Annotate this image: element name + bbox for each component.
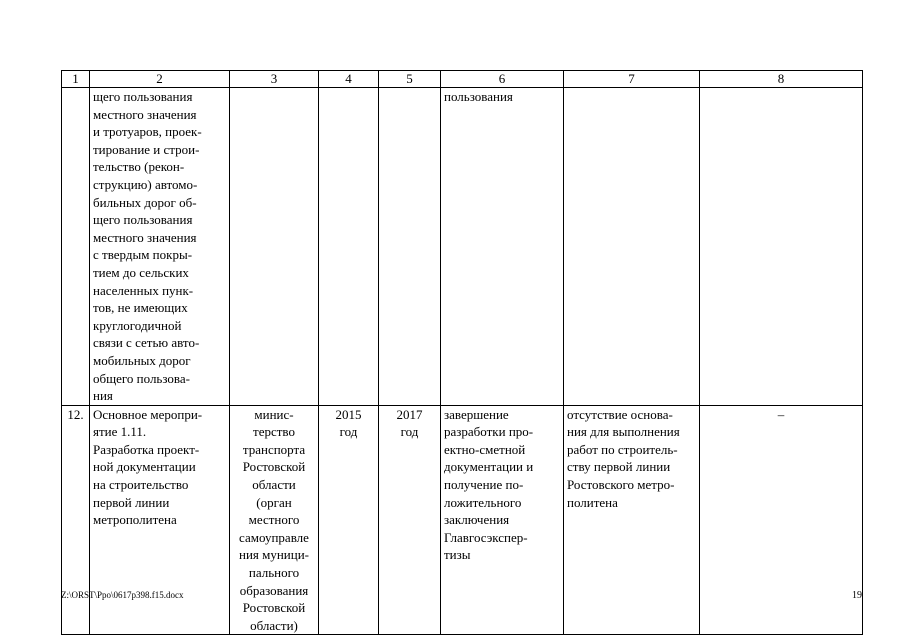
consequences-cell bbox=[564, 88, 700, 406]
cell-text-line: заключения bbox=[444, 512, 510, 528]
cell-text-line: ния bbox=[93, 388, 113, 404]
cell-text-line: области) bbox=[250, 617, 298, 633]
cell-text-line: тизы bbox=[444, 547, 471, 563]
cell-text-line: щего пользования bbox=[93, 212, 193, 228]
start-year-cell bbox=[319, 88, 379, 406]
cell-text-line: год bbox=[400, 424, 419, 440]
cell-text-line: связи с сетью авто- bbox=[93, 335, 200, 351]
consequences-cell bbox=[564, 405, 700, 635]
cell-text-line: Ростовской bbox=[242, 459, 306, 475]
cell-text-line: завершение bbox=[444, 406, 509, 422]
cell-text-line: получение по- bbox=[444, 477, 524, 493]
column-header: 3 bbox=[230, 71, 319, 88]
cell-text-line: ложительного bbox=[444, 494, 522, 510]
cell-text-line: образования bbox=[239, 582, 309, 598]
cell-text-line: транспорта bbox=[242, 441, 306, 457]
cell-text-line: пользования bbox=[444, 89, 513, 104]
cell-text-line: пального bbox=[248, 565, 300, 581]
cell-text-line: мобильных дорог bbox=[93, 352, 191, 368]
end-year-cell bbox=[379, 405, 441, 635]
connection-cell: – bbox=[700, 405, 863, 635]
page-number: 19 bbox=[852, 590, 862, 601]
table-header-row bbox=[62, 71, 863, 88]
cell-text-line: (орган bbox=[256, 494, 292, 510]
cell-text-line: документации и bbox=[444, 459, 534, 475]
cell-text-line: местного значения bbox=[93, 229, 197, 245]
cell-text-line: тием до сельских bbox=[93, 264, 189, 280]
start-year-cell bbox=[319, 405, 379, 635]
measure-name-cell bbox=[90, 405, 230, 635]
cell-text-line: Основное меропри- bbox=[93, 406, 203, 422]
cell-text-line: Ростовской bbox=[242, 600, 306, 616]
cell-text-line: ектно-сметной bbox=[444, 441, 526, 457]
column-header: 5 bbox=[379, 71, 441, 88]
row-number-cell: 12. bbox=[62, 405, 90, 635]
cell-text-line: и тротуаров, проек- bbox=[93, 124, 202, 140]
document-table bbox=[61, 70, 863, 635]
cell-text-line: ятие 1.11. bbox=[93, 424, 147, 440]
cell-text-line: первой линии bbox=[93, 494, 170, 510]
cell-text-line: минис- bbox=[254, 406, 294, 422]
cell-text-line: тов, не имеющих bbox=[93, 300, 188, 316]
expected-result-cell bbox=[441, 88, 564, 406]
cell-text-line: 2017 bbox=[396, 406, 423, 422]
cell-text-line: местного bbox=[248, 512, 300, 528]
executor-cell bbox=[230, 405, 319, 635]
cell-text-line: общего пользова- bbox=[93, 370, 190, 386]
cell-text-line: ния муници- bbox=[238, 547, 310, 563]
cell-text-line: с твердым покры- bbox=[93, 247, 193, 263]
column-header: 1 bbox=[62, 71, 90, 88]
table-row bbox=[62, 88, 863, 406]
cell-text-line: 2015 bbox=[335, 406, 362, 422]
cell-text-line: разработки про- bbox=[444, 424, 534, 440]
cell-text-line: струкцию) автомо- bbox=[93, 176, 198, 192]
executor-cell bbox=[230, 88, 319, 406]
table-row bbox=[62, 405, 863, 635]
cell-text-line: на строительство bbox=[93, 477, 189, 493]
cell-text-line: год bbox=[339, 424, 358, 440]
cell-text-line: самоуправле bbox=[239, 529, 309, 545]
cell-text-line: ству первой линии bbox=[567, 459, 671, 475]
cell-text-line: области bbox=[252, 477, 296, 493]
cell-text-line: работ по строитель- bbox=[567, 441, 678, 457]
cell-text-line: бильных дорог об- bbox=[93, 194, 197, 210]
cell-text-line: метрополитена bbox=[93, 512, 177, 528]
connection-cell bbox=[700, 88, 863, 406]
cell-text-line: ния для выполнения bbox=[567, 424, 680, 440]
column-header: 4 bbox=[319, 71, 379, 88]
column-header: 2 bbox=[90, 71, 230, 88]
measure-name-cell bbox=[90, 88, 230, 406]
cell-text-line: тирование и строи- bbox=[93, 141, 200, 157]
cell-text-line: населенных пунк- bbox=[93, 282, 194, 298]
row-number-cell bbox=[62, 88, 90, 406]
column-header: 7 bbox=[564, 71, 700, 88]
cell-text-line: Разработка проект- bbox=[93, 441, 200, 457]
cell-text-line: терство bbox=[253, 424, 295, 440]
expected-result-cell bbox=[441, 405, 564, 635]
column-header: 6 bbox=[441, 71, 564, 88]
cell-text-line: Главгосэкспер- bbox=[444, 529, 528, 545]
cell-text-line: Ростовского метро- bbox=[567, 477, 675, 493]
cell-text-line: политена bbox=[567, 494, 618, 510]
end-year-cell bbox=[379, 88, 441, 406]
column-header: 8 bbox=[700, 71, 863, 88]
cell-text-line: местного значения bbox=[93, 106, 197, 122]
cell-text-line: отсутствие основа- bbox=[567, 406, 673, 422]
cell-text-line: щего пользования bbox=[93, 89, 193, 104]
cell-text-line: тельство (рекон- bbox=[93, 159, 185, 175]
footer-file-path: Z:\ORST\Ppo\0617p398.f15.docx bbox=[61, 590, 184, 600]
cell-text-line: круглогодичной bbox=[93, 317, 182, 333]
cell-text-line: ной документации bbox=[93, 459, 196, 475]
